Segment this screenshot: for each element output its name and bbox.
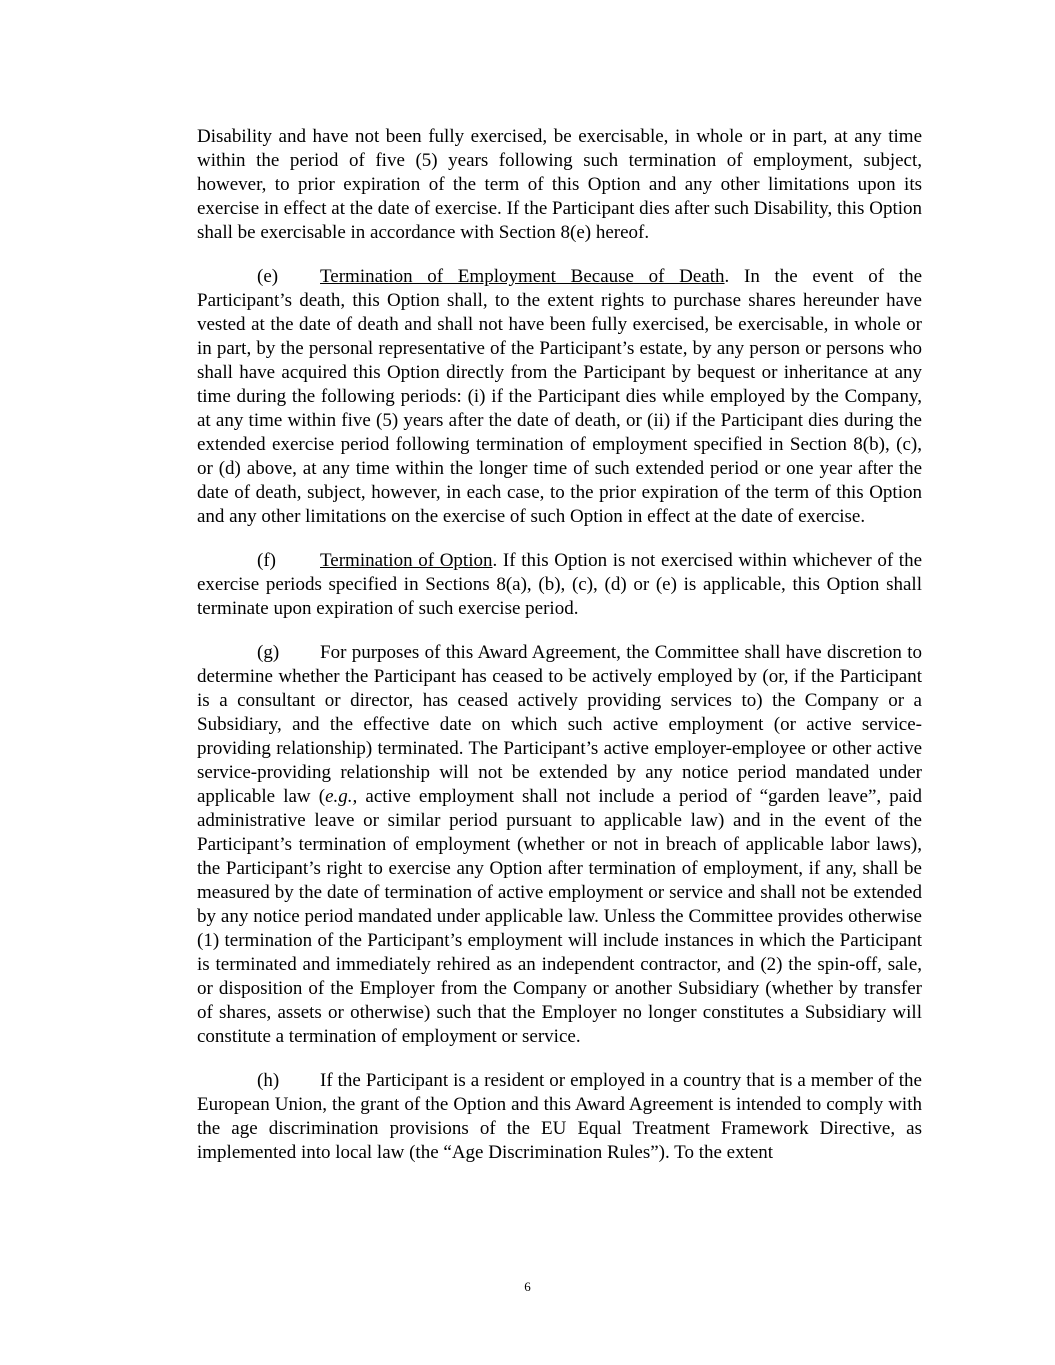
paragraph-text-continued: active employment shall not include a period of “garden leave”, paid administrative leave or similar period pursuant to applicable law) and in the event of the Participant’s termination of employment (whether or not in breach of applicable labor laws), the Participant’s right to exercise any Option after termination of employment, if any, shall be measured by the date of termination of active employment or service and shall not be extended by any notice period mandated under applicable law. Unless the Committee provides otherwise (1) termination of the Participant’s employment will include instances in which the Participant is terminated and immediately rehired as an independent contractor, and (2) the spin-off, sale, or disposition of the Employer from the Company or another Subsidiary (whether by transfer of shares, assets or otherwise) such that the Employer no longer constitutes a Subsidiary will constitute a termination of employment or service. xyxy=(197,786,922,1047)
paragraph-continuation xyxy=(197,125,922,245)
paragraph-h xyxy=(197,1069,922,1165)
heading-period: . xyxy=(492,550,498,571)
paragraph-text: For purposes of this Award Agreement, the Committee shall have discretion to determine whether the Participant has ceased to be actively employed by (or, if the Participant is a consultant or director, has ceased actively providing services to) the Company or a Subsidiary, and the effective date on which such active employment (or active service-providing relationship) terminated. The Participant’s active employer-employee or other active service-providing relationship will not be extended by any notice period mandated under applicable law ( xyxy=(197,642,922,807)
paragraph-e xyxy=(197,265,922,529)
paragraph-label: (f) xyxy=(257,550,276,571)
heading-period: . xyxy=(724,266,730,287)
paragraph-label: (g) xyxy=(257,642,280,663)
paragraph-italic: e.g., xyxy=(325,786,358,807)
paragraph-g xyxy=(197,641,922,1049)
paragraph-text: If the Participant is a resident or employed in a country that is a member of the European Union, the grant of the Option and this Award Agreement is intended to comply with the age discrimination provisions of the EU Equal Treatment Framework Directive, as implemented into local law (the “Age Discrimination Rules”). To the extent xyxy=(197,1070,922,1163)
paragraph-heading: Termination of Option xyxy=(320,550,493,571)
paragraph-label: (e) xyxy=(257,266,279,287)
paragraph-f xyxy=(197,549,922,621)
paragraph-heading: Termination of Employment Because of Death xyxy=(320,266,725,287)
paragraph-text: If this Option is not exercised within whichever of the exercise periods specified in Sections 8(a), (b), (c), (d) or (e) is applicable, this Option shall terminate upon expiration of such exercise period. xyxy=(197,550,923,619)
paragraph-label: (h) xyxy=(257,1070,280,1091)
document-page xyxy=(197,125,922,1185)
page-number: 6 xyxy=(524,1279,531,1294)
paragraph-text: In the event of the Participant’s death, this Option shall, to the extent rights to purchase shares hereunder have vested at the date of death and shall not have been fully exercised, be exercisable, in whole or in part, by the personal representative of the Participant’s estate, by any person or persons who shall have acquired this Option directly from the Participant by bequest or inheritance at any time during the following periods: (i) if the Participant dies while employed by the Company, at any time within five (5) years after the date of death, or (ii) if the Participant dies during the extended exercise period following termination of employment specified in Section 8(b), (c), or (d) above, at any time within the longer time of such extended period or one year after the date of death, subject, however, in each case, to the prior expiration of the term of this Option and any other limitations on the exercise of such Option in effect at the date of exercise. xyxy=(197,266,922,527)
paragraph-text: Disability and have not been fully exercised, be exercisable, in whole or in part, at any time within the period of five (5) years following such termination of employment, subject, however, to prior expiration of the term of this Option and any other limitations upon its exercise in effect at the date of exercise. If the Participant dies after such Disability, this Option shall be exercisable in accordance with Section 8(e) hereof. xyxy=(197,126,922,243)
